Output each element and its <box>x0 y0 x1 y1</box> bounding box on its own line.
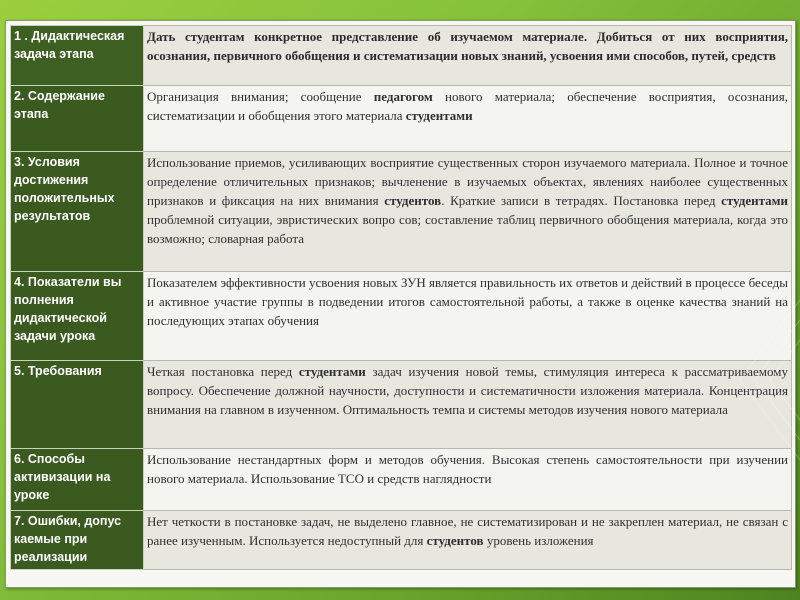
table-frame <box>5 20 796 588</box>
highlighted-term: студентов <box>426 533 484 548</box>
table-row <box>11 511 792 570</box>
text-segment: Нет четкости в постановке задач, не выделено главное, не систематизирован и не закреплен материал, не связан с ранее изученным. Используется недоступный для <box>147 514 788 548</box>
text-segment: Использование приемов, усиливающих восприятие существенных сторон изучаемого материала. Полное и точное определение отличительных признаков; вычленение в изучаемых объектах, явлениях наиболее существенных признаков и фиксация на них внимания <box>147 155 788 208</box>
highlighted-term: студентами <box>298 364 366 379</box>
text-segment: . Краткие записи в тетрадях. Постановка перед <box>441 193 722 208</box>
row-text <box>144 361 792 449</box>
row-header: 5. Требования <box>11 361 144 449</box>
row-text: Использование нестандартных форм и методов обучения. Высокая степень самостоятельности при изучении нового материала. Использование ТСО и средств наглядности <box>144 449 792 511</box>
table-row <box>11 26 792 86</box>
row-header: 6. Способы активизации на уроке <box>11 449 144 511</box>
highlighted-term: педагогом <box>373 89 433 104</box>
row-text <box>144 511 792 570</box>
lesson-stage-table <box>10 25 792 570</box>
highlighted-term: студентами <box>721 193 788 208</box>
highlighted-term: студентами <box>405 108 473 123</box>
text-segment: задач изучения новой темы, стимуляция интереса к рассматриваемому вопросу. Обеспечение должной научности, доступности и систематичности изложения материала. Концентрация внимания на главном в изученном. Оптимальность темпа и системы методов изучения нового материала <box>147 364 788 417</box>
text-segment: проблемной ситуации, эвристических вопро сов; составление таблиц первичного обобщения материала, когда это возможно; словарная работа <box>147 212 788 246</box>
row-header: 7. Ошибки, допус каемые при реализации <box>11 511 144 570</box>
table-row <box>11 86 792 152</box>
row-header: 4. Показатели вы полнения дидактической задачи урока <box>11 272 144 361</box>
highlighted-term: студентов <box>384 193 442 208</box>
row-header: 3. Условия достижения положительных результатов <box>11 152 144 272</box>
background-stripes-decoration <box>740 300 800 460</box>
row-text <box>144 86 792 152</box>
table-row <box>11 152 792 272</box>
row-text: Дать студентам конкретное представление об изучаемом материале. Добиться от них восприятия, осознания, первичного обобщения и систематизации новых знаний, усвоения ими способов, путей, средств <box>144 26 792 86</box>
table-row <box>11 361 792 449</box>
text-segment: Организация внимания; сообщение <box>147 89 374 104</box>
row-header: 2. Содержание этапа <box>11 86 144 152</box>
table-row <box>11 272 792 361</box>
text-segment: Четкая постановка перед <box>147 364 299 379</box>
text-segment: уровень изложения <box>483 533 594 548</box>
table-row <box>11 449 792 511</box>
row-header: 1 . Дидактическая задача этапа <box>11 26 144 86</box>
text-segment: нового материала; обеспечение восприятия, осознания, систематизации и обобщения этого материала <box>147 89 788 123</box>
row-text: Показателем эффективности усвоения новых ЗУН является правильность их ответов и действий в процессе беседы и активное участие группы в подведении итогов самостоятельной работы, а также в оценке качества знаний на последующих этапах обучения <box>144 272 792 361</box>
row-text <box>144 152 792 272</box>
